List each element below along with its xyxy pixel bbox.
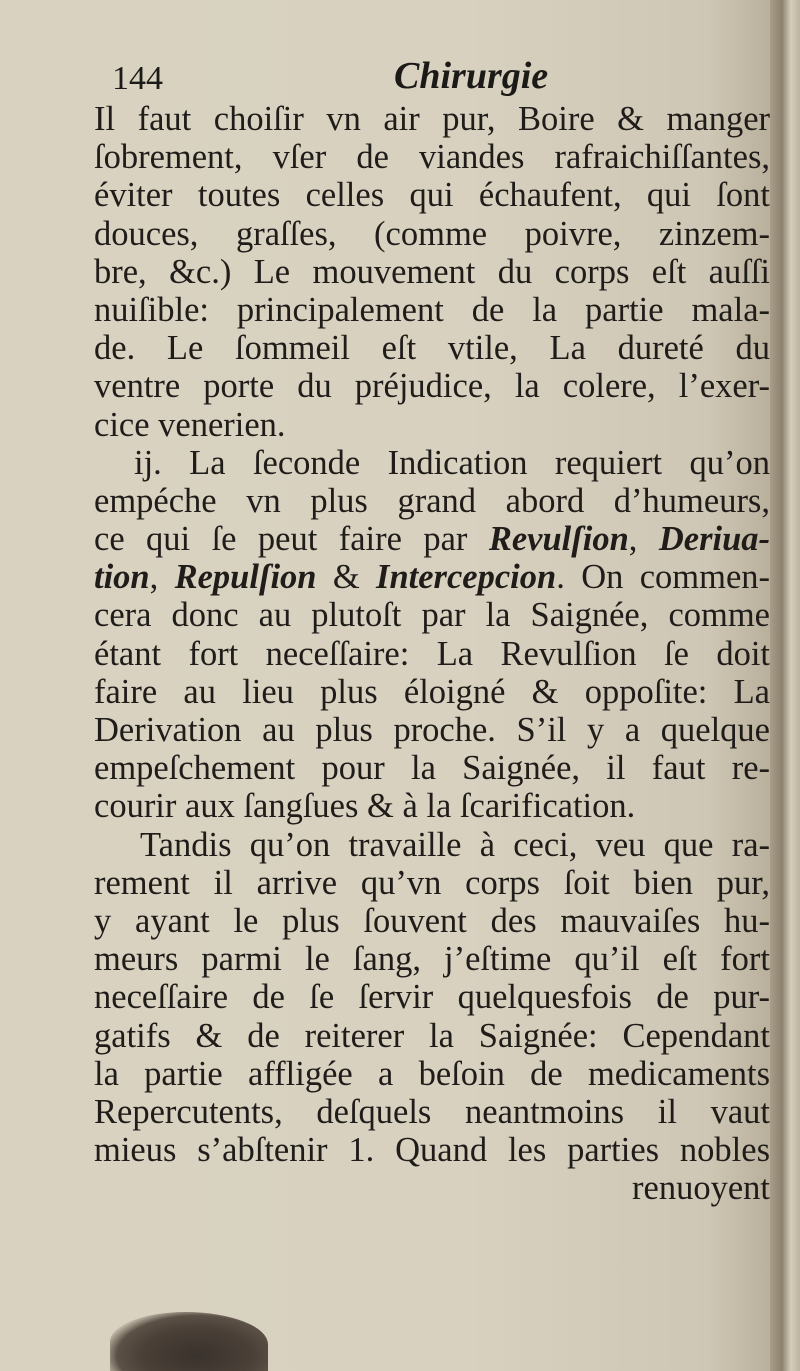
text-run: Derivation au plus proche. S’il y a quelque	[94, 711, 770, 749]
text-run: y ayant le plus ſouvent des mauvaiſes hu-	[94, 901, 770, 940]
body-text	[94, 100, 770, 1207]
book-spine	[770, 0, 800, 1371]
text-line	[94, 558, 770, 596]
text-run: éviter toutes celles qui échaufent, qui ſont	[94, 176, 770, 215]
text-line	[94, 749, 770, 787]
text-run: &	[316, 558, 377, 597]
text-run: cice venerien.	[94, 405, 286, 444]
text-run: Il faut choiſir vn air pur, Boire & manger	[94, 100, 770, 138]
text-line	[94, 406, 770, 444]
text-line	[94, 520, 770, 558]
italic-term: tion	[94, 558, 150, 597]
text-run: ventre porte du préjudice, la colere, l’exer-	[94, 367, 770, 406]
text-line	[94, 711, 770, 749]
text-line	[94, 826, 770, 864]
text-run: Repercutents, deſquels neantmoins il vaut	[94, 1092, 770, 1131]
text-line	[94, 787, 770, 825]
text-line	[94, 215, 770, 253]
text-line	[94, 673, 770, 711]
text-line	[94, 482, 770, 520]
text-run: . On commen-	[556, 558, 770, 597]
text-run: neceſſaire de ſe ſervir quelquesfois de pur-	[94, 978, 770, 1017]
text-run: faire au lieu plus éloigné & oppoſite: La	[94, 672, 770, 711]
text-run: bre, &c.) Le mouvement du corps eſt auſſi	[94, 252, 770, 291]
text-line	[94, 635, 770, 673]
text-run: meurs parmi le ſang, j’eſtime qu’il eſt fort	[94, 940, 770, 979]
text-run: courir aux ſangſues & à la ſcarification.	[94, 787, 636, 826]
text-line	[94, 176, 770, 214]
italic-term: Repulſion	[174, 558, 317, 597]
text-line	[94, 1017, 770, 1055]
text-line	[94, 1093, 770, 1131]
text-line	[94, 978, 770, 1016]
text-line	[94, 864, 770, 902]
text-line	[94, 329, 770, 367]
text-line	[94, 902, 770, 940]
running-title: Chirurgie	[394, 55, 549, 97]
text-run: renuoyent	[632, 1169, 770, 1208]
text-line	[94, 1169, 770, 1207]
text-line	[94, 596, 770, 634]
text-line	[94, 291, 770, 329]
text-line	[94, 253, 770, 291]
italic-term: Revulſion	[488, 520, 629, 559]
text-line	[94, 1055, 770, 1093]
text-run: ij. La ſeconde Indication requiert qu’on	[134, 443, 770, 482]
page-header	[112, 52, 770, 98]
text-run: ,	[149, 558, 175, 597]
italic-term: Intercepcion	[376, 558, 557, 597]
text-line	[94, 138, 770, 176]
text-line	[94, 367, 770, 405]
text-line	[94, 100, 770, 138]
text-run: empéche vn plus grand abord d’humeurs,	[94, 481, 770, 520]
ink-blot	[110, 1312, 268, 1371]
text-run: la partie affligée a beſoin de medicaments	[94, 1054, 770, 1093]
text-run: de. Le ſommeil eſt vtile, La dureté du	[94, 329, 770, 368]
text-run: rement il arrive qu’vn corps ſoit bien pur,	[94, 863, 770, 902]
text-run: nuiſible: principalement de la partie mala-	[94, 290, 770, 329]
italic-term: Deriua-	[658, 520, 770, 559]
text-run: ,	[628, 520, 659, 559]
text-line	[94, 940, 770, 978]
text-run: cera donc au plutoſt par la Saignée, comme	[94, 596, 770, 635]
text-run: étant fort neceſſaire: La Revulſion ſe doit	[94, 634, 770, 673]
text-run: douces, graſſes, (comme poivre, zinzem-	[94, 214, 770, 253]
text-line	[94, 1131, 770, 1169]
text-run: gatifs & de reiterer la Saignée: Cependant	[94, 1016, 770, 1055]
text-run: empeſchement pour la Saignée, il faut re-	[94, 749, 770, 788]
text-line	[94, 444, 770, 482]
text-run: Tandis qu’on travaille à ceci, veu que ra-	[140, 825, 770, 864]
text-run: ce qui ſe peut faire par	[94, 520, 489, 559]
page-number: 144	[112, 60, 163, 97]
text-run: ſobrement, vſer de viandes rafraichiſſantes,	[94, 138, 770, 177]
text-run: mieus s’abſtenir 1. Quand les parties nobles	[94, 1131, 770, 1170]
